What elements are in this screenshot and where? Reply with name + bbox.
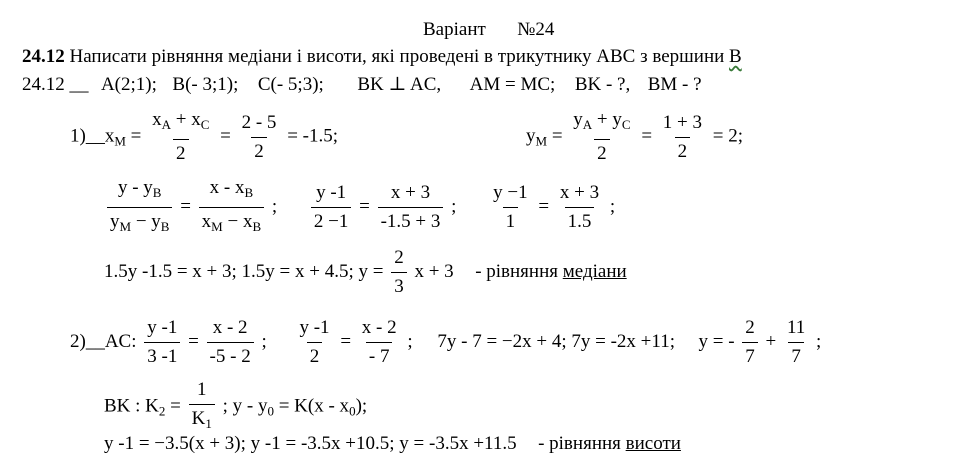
condition-am: AM = MC;	[469, 74, 556, 95]
median-eq-tail: x + 3	[414, 260, 454, 282]
lf6-d: 1.5	[565, 207, 595, 234]
bk-frac-n: 1	[196, 379, 207, 400]
ac-frac5	[742, 316, 758, 369]
condition-bk: BK ⊥ AC,	[357, 74, 442, 95]
step1-result	[104, 246, 627, 299]
step2-label: 2)__AC:	[70, 330, 137, 352]
xm-n1-sub-a: A	[161, 117, 171, 132]
point-b: B(- 3;1);	[172, 74, 239, 95]
ym-d2: 2	[675, 137, 691, 164]
condition-bk-q: BK - ?,	[574, 74, 631, 95]
bk-x0-sub: 0	[349, 403, 356, 419]
bk-paren: (x - x	[307, 395, 350, 417]
line-frac3	[311, 181, 351, 234]
ym-lhs: y	[526, 125, 536, 147]
xm-frac1	[149, 108, 212, 166]
lf2-db: − x	[222, 211, 253, 232]
bk-eq: =	[170, 395, 181, 417]
ac-frac2	[207, 316, 254, 369]
bk-k-sub: 2	[158, 403, 166, 419]
height-eq-text: y -1 = −3.5(x + 3); y -1 = -3.5x +10.5; y = -3.5x +11.5	[104, 433, 517, 454]
xm-n1: x	[152, 109, 162, 130]
lf2-n: x - x	[209, 177, 245, 198]
line-frac6	[557, 181, 602, 234]
lf6-n: x + 3	[559, 182, 600, 203]
line-frac5	[490, 181, 530, 234]
bk-y0-sub: 0	[267, 403, 274, 419]
ym-n1: y	[573, 109, 583, 130]
line-frac1	[107, 176, 172, 239]
median-frac	[391, 246, 407, 299]
ac-f1-d: 3 -1	[144, 342, 180, 369]
ac-frac6	[784, 316, 808, 369]
problem-number: 24.12	[22, 46, 65, 67]
bk-label: BK : K	[104, 395, 159, 417]
ac-f4-d: - 7	[366, 342, 393, 369]
xm-n2: 2 - 5	[241, 111, 277, 133]
median-eq-text: 1.5y -1.5 = x + 3; 1.5y = x + 4.5; y =	[104, 260, 384, 282]
point-c: C(- 5;3);	[257, 74, 324, 95]
line-frac4	[378, 181, 444, 234]
step1-xm: $1)\_\_x_M$ = $\frac{x_A + x_C}{2}$ = $\frac{2 - 5}{2}$ = -1.5;	[70, 109, 339, 164]
bk-close: );	[355, 395, 368, 417]
median-frac-d: 3	[391, 272, 407, 299]
lf3-d: 2 −1	[311, 207, 351, 234]
ym-n2: 1 + 3	[662, 111, 702, 133]
ac-f4-n: x - 2	[361, 317, 397, 338]
lf1-da: y	[110, 211, 120, 232]
problem-statement	[22, 46, 742, 68]
ac-f1-n: y -1	[147, 317, 178, 338]
ac-f2-n: x - 2	[212, 317, 248, 338]
median-note: - рівняння	[475, 260, 558, 282]
ac-eq1: 7y - 7 = −2x + 4; 7y = -2x +11;	[437, 330, 675, 352]
ac-f3-d: 2	[307, 342, 323, 369]
ac-f5-d: 7	[742, 342, 758, 369]
given-prefix: 24.12 __	[22, 74, 89, 95]
xm-d2: 2	[251, 137, 267, 164]
ac-f6-n: 11	[787, 317, 806, 338]
ym-d1: 2	[594, 139, 610, 166]
ym-frac1	[570, 108, 633, 166]
xm-frac2	[239, 111, 280, 164]
ac-f6-d: 7	[788, 342, 804, 369]
median-word: медіани	[562, 260, 627, 282]
lf1-db: − y	[131, 211, 161, 232]
ac-y-prefix: y = -	[698, 330, 735, 352]
xm-result: = -1.5;	[287, 125, 339, 147]
ym-n1-plus: + y	[592, 109, 622, 130]
lf2-da: x	[201, 211, 212, 232]
lf1-n-sub: B	[152, 185, 162, 200]
ym-frac2	[660, 111, 705, 164]
variant-number: №24	[517, 19, 555, 40]
lf4-d: -1.5 + 3	[378, 207, 444, 234]
problem-text-end: В	[729, 46, 742, 67]
lf2-n-sub: B	[244, 185, 254, 200]
ac-frac4	[359, 316, 400, 369]
height-word: висоти	[625, 433, 681, 454]
step1-line-eq: $\frac{y - y_B}{y_M - y_B}$ = $\frac{x - x_B}{x_M - x_B}$ ; $\frac{y -1}{2 -1}$ = $\frac{x + 3}{-1.5 + 3}$ ; $\frac{y -1}{1}$ = $\frac{x + 3}{1.5}$ ;	[104, 176, 615, 239]
line-frac2	[199, 176, 264, 239]
lf1-da-sub: M	[119, 219, 132, 234]
lf5-n: y −1	[493, 182, 528, 203]
given-line	[22, 74, 702, 96]
ym-result: = 2;	[712, 125, 743, 147]
bk-rest: ; y - y	[222, 395, 268, 417]
median-frac-n: 2	[394, 247, 404, 268]
ac-f3-n: y -1	[299, 317, 330, 338]
step2-bk	[104, 378, 367, 436]
ym-n1-sub-c: C	[621, 117, 631, 132]
ac-f2-d: -5 - 2	[207, 342, 254, 369]
lf2-da-sub: M	[211, 219, 223, 234]
variant-header	[423, 19, 554, 41]
ac-plus: +	[765, 330, 777, 352]
step1-ym: $y_M$ = $\frac{y_A + y_C}{2}$ = $\frac{1 + 3}{2}$ = 2;	[526, 109, 743, 164]
lf1-n: y - y	[117, 177, 153, 198]
ym-lhs-sub: M	[535, 133, 548, 149]
ac-frac1	[144, 316, 180, 369]
lf3-n: y -1	[316, 182, 347, 203]
xm-lhs-sub: M	[114, 133, 126, 149]
bk-rest2: = K	[273, 395, 308, 417]
point-a: A(2;1);	[100, 74, 157, 95]
ac-f5-n: 2	[745, 317, 755, 338]
step2-final	[104, 433, 681, 455]
xm-d1: 2	[173, 139, 189, 166]
lf1-db-sub: B	[160, 219, 170, 234]
lf4-n: x + 3	[390, 182, 431, 203]
xm-n1-sub-c: C	[200, 117, 210, 132]
xm-lhs: x	[104, 125, 115, 147]
lf2-db-sub: B	[252, 219, 262, 234]
ac-frac3	[296, 316, 332, 369]
bk-frac-d-sub: 1	[205, 416, 212, 431]
variant-label: Варіант	[423, 19, 486, 40]
bk-frac	[189, 378, 215, 436]
lf5-d: 1	[503, 207, 519, 234]
condition-bm-q: BM - ?	[647, 74, 702, 95]
step2-ac: 2)__AC: $\frac{y -1}{3 -1}$ = $\frac{x - 2}{-5 - 2}$ ; $\frac{y -1}{2}$ = $\frac{x - 2}{- 7}$ ; 7y - 7 = −2x + 4; 7y = -2x +11; y = - $\frac{2}{7}$ + $\frac{11}{7}$ ;	[70, 317, 822, 367]
height-note: - рівняння	[538, 433, 621, 454]
ym-n1-sub-a: A	[582, 117, 593, 132]
problem-text: Написати рівняння медіани і висоти, які проведені в трикутнику АВС з вершини	[69, 46, 730, 67]
xm-n1-plus: + x	[171, 109, 201, 130]
bk-frac-d: K	[191, 408, 206, 429]
step1-label: 1)__	[70, 125, 105, 147]
